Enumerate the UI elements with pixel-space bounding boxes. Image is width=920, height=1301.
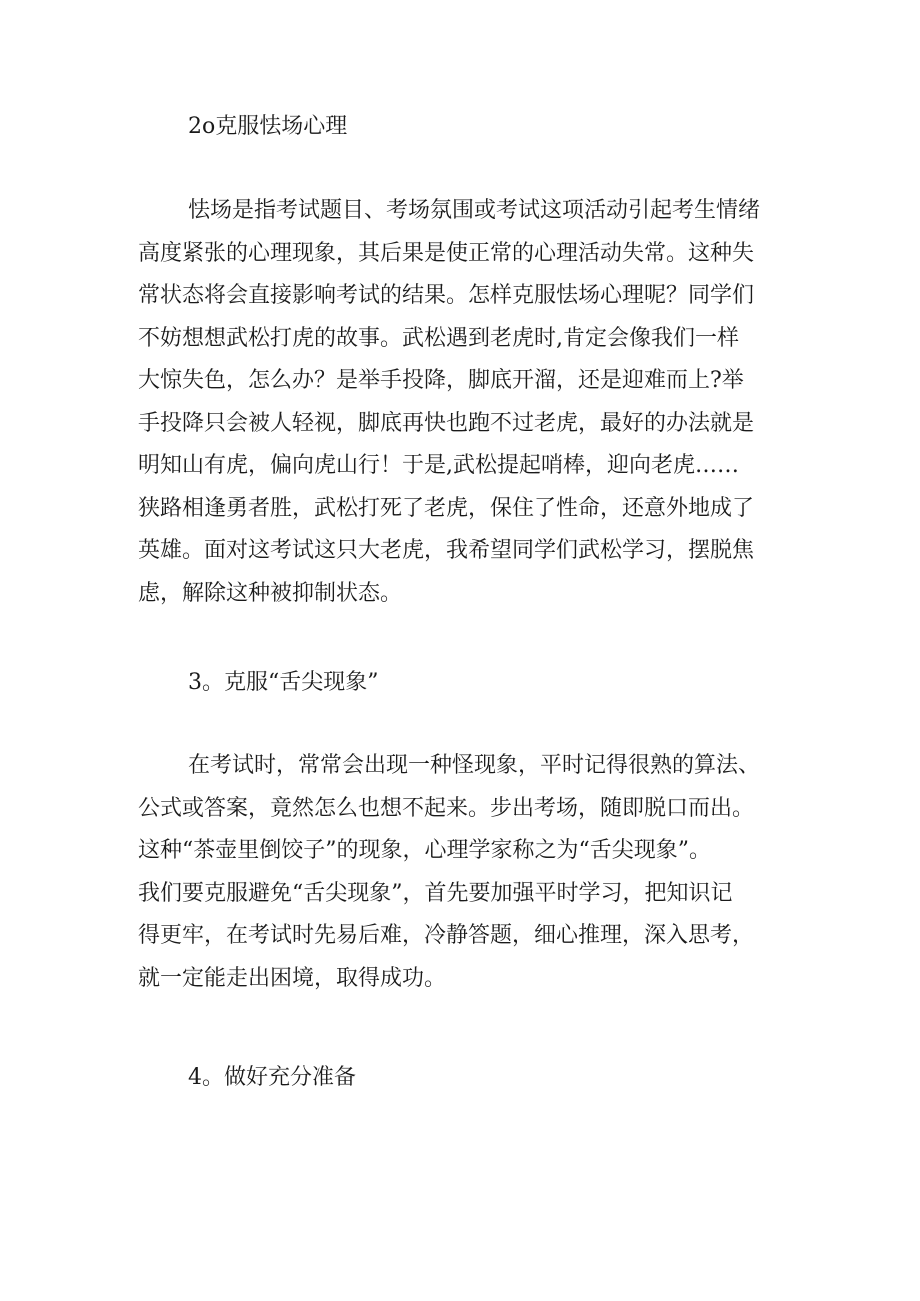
paragraph-line: 明知山有虎，偏向虎山行！于是,武松提起哨棒，迎向老虎…… — [138, 453, 739, 478]
paragraph-line: 我们要克服避免“舌尖现象”，首先要加强平时学习，把知识记 — [138, 880, 733, 906]
paragraph-line: 常状态将会直接影响考试的结果。怎样克服怯场心理呢？同学们 — [138, 283, 755, 308]
paragraph-line: 得更牢，在考试时先易后难，冷静答题，细心推理，深入思考， — [138, 923, 755, 948]
section-heading-4: 4。做好充分准备 — [188, 1065, 356, 1090]
section-heading-3: 3。克服“舌尖现象” — [188, 670, 379, 695]
paragraph-line: 这种“茶壶里倒饺子”的现象，心理学家称之为“舌尖现象”。 — [138, 838, 711, 863]
paragraph-line: 虑，解除这种被抑制状态。 — [138, 580, 403, 606]
paragraph-line: 大惊失色，怎么办？是举手投降，脚底开溜，还是迎难而上?举 — [138, 368, 744, 393]
paragraph-line: 英雄。面对这考试这只大老虎，我希望同学们武松学习，摆脱焦 — [138, 538, 755, 563]
paragraph-line: 手投降只会被人轻视，脚底再快也跑不过老虎，最好的办法就是 — [138, 410, 755, 436]
paragraph-line: 就一定能走出困境，取得成功。 — [138, 965, 447, 991]
section-paragraph-2 — [138, 190, 788, 615]
paragraph-line: 狭路相逢勇者胜，武松打死了老虎，保住了性命，还意外地成了 — [138, 495, 755, 521]
paragraph-line: 高度紧张的心理现象，其后果是使正常的心理活动失常。这种失 — [138, 240, 755, 266]
paragraph-line: 公式或答案，竟然怎么也想不起来。步出考场，随即脱口而出。 — [138, 795, 755, 821]
paragraph-line: 在考试时，常常会出现一种怪现象，平时记得很熟的算法、 — [188, 753, 761, 778]
section-paragraph-3 — [138, 745, 788, 1000]
paragraph-line: 不妨想想武松打虎的故事。武松遇到老虎时,肯定会像我们一样 — [138, 325, 739, 351]
section-heading-2: 2o克服怯场心理 — [188, 114, 348, 139]
paragraph-line: 怯场是指考试题目、考场氛围或考试这项活动引起考生情绪 — [188, 198, 761, 223]
